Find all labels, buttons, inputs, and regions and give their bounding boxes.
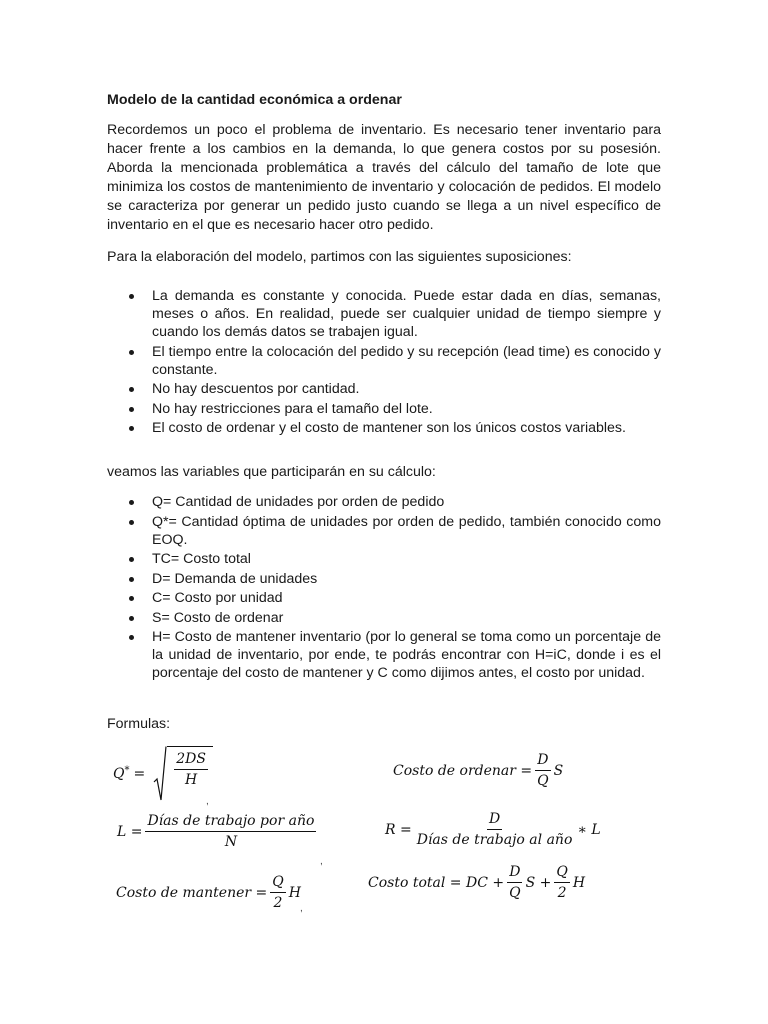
list-item: C= Costo por unidad (107, 589, 661, 607)
list-item: La demanda es constante y conocida. Puede estar dada en días, semanas, meses o años. En realidad, puede ser cualquier unidad de tiempo siempre y cuando los demás datos se trabajen igual. (107, 287, 661, 341)
document-page: Modelo de la cantidad económica a ordenar Recordemos un poco el problema de inventario. Es necesario tener inventario para hacer frente a los cambios en la demanda, lo que genera costos por su posesión. Aborda la mencionada problemática a través del cálculo del tamaño de lote que minimiza los costos de mantenimiento de inventario y colocación de pedidos. El modelo se caracteriza por generar un pedido justo cuando se llega a un nivel específico de inventario en el que es necesario hacer otro pedido. Para la elaboración del modelo, partimos con las siguientes suposiciones: La demanda es constante y conocida. Puede estar dada en días, semanas, meses o años. En realidad, puede ser cualquier unidad de tiempo siempre y cuando los demás datos se trabajen igual. El tiempo entre la colocación del pedido y su recepción (lead time) es conocido y constante. No hay descuentos por cantidad. No hay restricciones para el tamaño del lote. El costo de ordenar y el costo de mantener son los únicos costos variables. veamos las variables que participarán en su cálculo: Q= Cantidad de unidades por orden de pedido Q*= Cantidad óptima de unidades por orden de pedido, también conocido como EOQ. TC= Costo total D= Demanda de unidades C= Costo por unidad S= Costo de ordenar H= Costo de mantener inventario (por lo general se toma como un porcentaje de la unidad de inventario, por ende, te podrás encontrar con H=iC, donde i es el porcentaje del costo de mantener y C como dijimos antes, el costo por unidad. Formulas: Q * = $\frac{2DS}{H}$ , Costo de ordenar = $\frac{D}{Q}$ S L = $\frac{\text{Días de trabajo por año}}{N}$ , R = $\frac{D}{\text{Días de trabajo al año}}$ ∗ L Costo de mantener = $\frac{Q}{2}$ H , Costo total = DC + $\frac{D}{Q}$ S + $\frac{Q}{2}$ H (107, 92, 661, 914)
list-item: S= Costo de ordenar (107, 609, 661, 627)
list-item: No hay descuentos por cantidad. (107, 380, 661, 398)
formula-costo-mantener: Costo de mantener = $\frac{Q}{2}$ H (116, 874, 301, 911)
fraction: $\frac{\text{Días de trabajo por año}}{N}$ (147, 813, 315, 850)
list-item: No hay restricciones para el tamaño del lote. (107, 400, 661, 418)
intro-paragraph: Recordemos un poco el problema de inventario. Es necesario tener inventario para hacer frente a los cambios en la demanda, lo que genera costos por su posesión. Aborda la mencionada problemática a través del cálculo del tamaño de lote que minimiza los costos de mantenimiento de inventario y colocación de pedidos. El modelo se caracteriza por generar un pedido justo cuando se llega a un nivel específico de inventario en el que es necesario hacer otro pedido. (107, 122, 661, 233)
variables-intro: veamos las variables que participarán en su cálculo: (107, 464, 436, 480)
formula-costo-total: Costo total = DC + $\frac{D}{Q}$ S + $\frac{Q}{2}$ H (368, 864, 586, 901)
assumptions-list (107, 287, 661, 439)
formula-l: L = $\frac{\text{Días de trabajo por año}}{N}$ (117, 813, 315, 850)
fraction: $\frac{Q}{2}$ (272, 874, 284, 911)
list-item: Q*= Cantidad óptima de unidades por orden de pedido, también conocido como EOQ. (107, 513, 661, 549)
fraction: $\frac{Q}{2}$ (556, 864, 568, 901)
fraction: $\frac{D}{Q}$ (537, 752, 549, 789)
formula-r: R = $\frac{D}{\text{Días de trabajo al año}}$ ∗ L (385, 811, 601, 848)
fraction: $\frac{D}{Q}$ (509, 864, 521, 901)
formulas-label: Formulas: (107, 716, 171, 732)
formula-costo-ordenar: Costo de ordenar = $\frac{D}{Q}$ S (393, 752, 564, 789)
list-item: Q= Cantidad de unidades por orden de pedido (107, 493, 661, 511)
list-item: H= Costo de mantener inventario (por lo general se toma como un porcentaje de la unidad de inventario, por ende, te podrás encontrar con H=iC, donde i es el porcentaje del costo de mantener y C como dijimos antes, el costo por unidad. (107, 628, 661, 682)
fraction: $\frac{D}{\text{Días de trabajo al año}}$ (416, 811, 573, 848)
fraction: $\frac{2DS}{H}$ (176, 751, 206, 788)
square-root (153, 746, 213, 802)
assumptions-intro: Para la elaboración del modelo, partimos con las siguientes suposiciones: (107, 249, 572, 265)
list-item: El tiempo entre la colocación del pedido y su recepción (lead time) es conocido y constante. (107, 343, 661, 379)
formula-eoq: Q * = $\frac{2DS}{H}$ (113, 744, 213, 804)
list-item: D= Demanda de unidades (107, 570, 661, 588)
list-item: TC= Costo total (107, 550, 661, 568)
variables-list (107, 493, 661, 684)
list-item: El costo de ordenar y el costo de mantener son los únicos costos variables. (107, 419, 661, 437)
page-title: Modelo de la cantidad económica a ordenar (107, 92, 402, 108)
